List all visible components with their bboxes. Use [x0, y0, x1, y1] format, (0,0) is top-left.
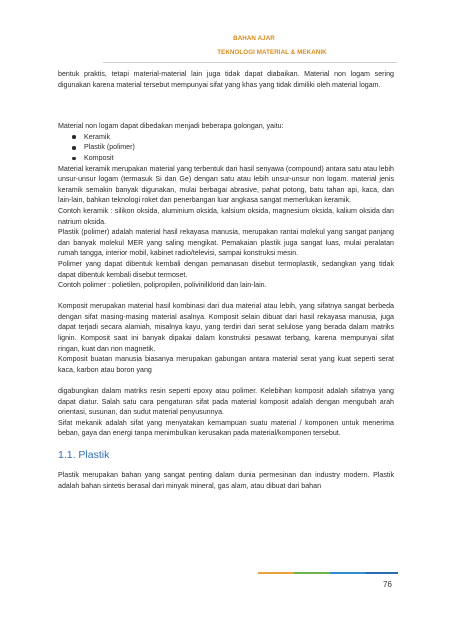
- list-item: Plastik (polimer): [72, 142, 394, 153]
- paragraph-komposit-lanjutan: digabungkan dalam matriks resin seperti epoxy atau polimer. Kelebihan komposit adalah sifatnya yang dapat diatur. Salah satu cara pengaturan sifat pada material komposit adalah dengan mengubah arah orientasi, susunan, dan sudut material penyusunnya.: [58, 387, 394, 417]
- footer-bar-segment: [294, 572, 330, 574]
- paragraph-plastik-section: Plastik merupakan bahan yang sangat penting dalam dunia permesinan dan industry modern. Plastik adalah bahan sintetis berasal dari minyak mineral, gas alam, atau dibuat dari bahan: [58, 471, 394, 490]
- paragraph-komposit: Komposit merupakan material hasil kombinasi dari dua material atau lebih, yang sifatnya sangat berbeda dengan sifat masing-masing material asalnya. Komposit selain dibuat dari hasil rekayasa manusia, juga dapat terjadi secara alamiah, misalnya kayu, yang terdiri dari serat selulose yang berada dalam matriks lignin. Komposit saat ini banyak dipakai dalam konstruksi pesawat terbang, karena mempunyai sifat ringan, kuat dan non magnetik.: [58, 302, 394, 353]
- header-subtitle: TEKNOLOGI MATERIAL & MEKANIK: [217, 49, 327, 56]
- paragraph-intro: bentuk praktis, tetapi material-material lain juga tidak dapat diabaikan. Material non logam sering digunakan karena material tersebut mempunyai sifat yang khas yang tidak dimiliki oleh material logam.: [58, 70, 394, 89]
- page-header: [0, 33, 452, 58]
- bullet-icon: [72, 146, 76, 150]
- page-number: 76: [383, 580, 392, 589]
- footer-bar-segment: [330, 572, 366, 574]
- footer-bar-segment: [366, 572, 398, 574]
- paragraph-sifat-mekanik: Sifat mekanik adalah sifat yang menyatakan kemampuan suatu material / komponen untuk menerima beban, gaya dan energi tanpa menimbulkan kerusakan pada material/komponen tersebut.: [58, 418, 394, 438]
- paragraph-keramik-contoh: Contoh keramik : silikon oksida, aluminium oksida, kalsium oksida, magnesium oksida, kalium oksida dan natrium oksida.: [58, 206, 394, 226]
- bullet-icon: [72, 157, 76, 161]
- list-item: Komposit: [72, 153, 394, 164]
- body-text: [58, 69, 394, 491]
- paragraph-polimer: Polimer yang dapat dibentuk kembali dengan pemanasan disebut termoplastik, sedangkan yang tidak dapat dibentuk kembali disebut termoset.: [58, 259, 394, 279]
- paragraph-keramik: Material keramik merupakan material yang terbentuk dari hasil senyawa (compound) antara satu atau lebih unsur-unsur logam (termasuk Si dan Ge) dengan satu atau lebih unsur-unsur non logam. material jenis keramik semakin banyak digunakan, mulai berbagai abrasive, pahat potong, batu tahan api, kaca, dan lain-lain, bahkan teknologi roket dan penerbangan luar angkasa sangat memerlukan keramik.: [58, 164, 394, 205]
- footer-color-bar: [258, 572, 398, 574]
- paragraph-golongan: Material non logam dapat dibedakan menjadi beberapa golongan, yaitu:: [58, 122, 284, 131]
- list-item: Keramik: [72, 132, 394, 143]
- paragraph-polimer-contoh: Contoh polimer : polietilen, polipropilen, polivinilklorid dan lain-lain.: [58, 281, 267, 290]
- footer-bar-segment: [258, 572, 294, 574]
- material-list: [58, 132, 394, 164]
- paragraph-plastik: Plastik (polimer) adalah material hasil rekayasa manusia, merupakan rantai molekul yang sangat panjang dan banyak molekul MER yang saling mengikat. Pemakaian plastik juga sangat luas, mulai peralatan rumah tangga, interior mobil, kabinet radio/televisi, sampai konstruksi mesin.: [58, 228, 394, 258]
- header-divider: [103, 62, 397, 63]
- paragraph-komposit-buatan: Komposit buatan manusia biasanya merupakan gabungan antara material serat yang kuat seperti serat kaca, karbon atau boron yang: [58, 355, 394, 374]
- bullet-icon: [72, 135, 76, 139]
- header-title: BAHAN AJAR: [233, 35, 275, 42]
- section-heading: 1.1. Plastik: [58, 449, 110, 461]
